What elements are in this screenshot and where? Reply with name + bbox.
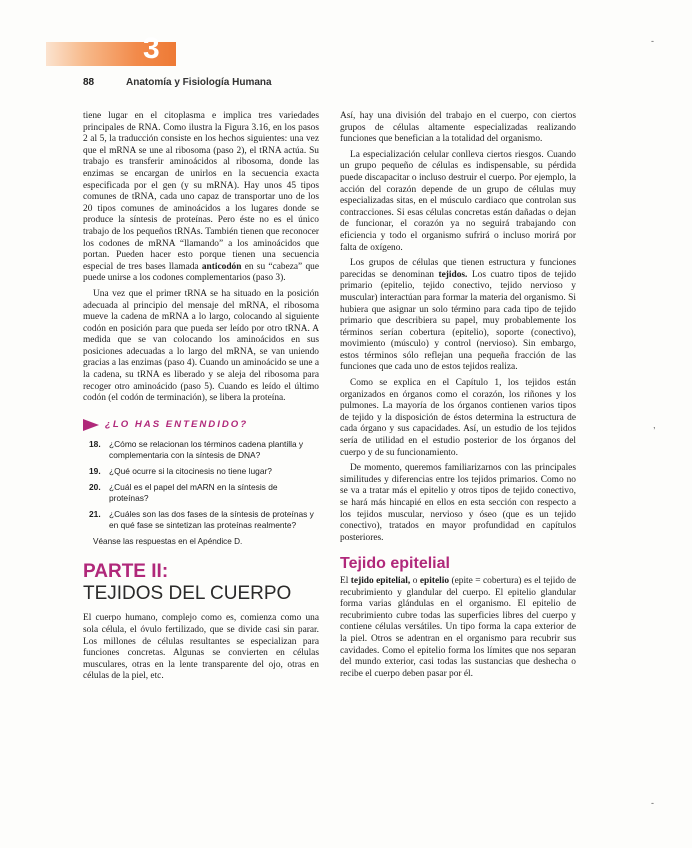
- quiz-answer-note: Véanse las respuestas en el Apéndice D.: [93, 536, 243, 546]
- arrow-icon: [83, 419, 99, 431]
- body-paragraph: Así, hay una división del trabajo en el cuerpo, con ciertos grupos de células altamente especializadas realizando funciones que benefician a la totalidad del organismo.: [340, 111, 576, 145]
- body-paragraph: De momento, queremos familiarizarnos con las principales similitudes y diferencias entre los tejidos primarios. Como no se va a tratar más el epitelio y otros tipos de tejido conectivo, se hará más hincapié en ellos en esta sección con respecto a los tejidos muscular, nervioso y óseo (que es un tejido conectivo), tratados en mayor profundidad en capítulos posteriores.: [340, 463, 576, 543]
- margin-mark: -: [651, 36, 654, 46]
- chapter-number: 3: [143, 32, 160, 65]
- margin-mark: ,: [653, 420, 656, 430]
- key-term: anticodón: [201, 261, 242, 272]
- page-number: 88: [83, 77, 95, 88]
- body-paragraph: Los grupos de células que tienen estructura y funciones parecidas se denominan tejidos. Los cuatro tipos de tejido primario (epitelio, tejido conectivo, tejido nervioso y muscular) interactúan para formar la materia del organismo. Si hubiera que asignar un solo término para cada tipo de tejido primario que describiera su papel, muy probablemente los términos serían cobertura (epitelio), soporte (conectivo), movimiento (músculo) y control (nervioso). Sin embargo, estos términos sólo reflejan una pequeña fracción de las funciones que cada uno de estos tejidos realiza.: [340, 258, 577, 373]
- quiz-item: 20. ¿Cuál es el papel del mARN en la síntesis de proteínas?: [89, 481, 278, 503]
- quiz-item: 21. ¿Cuáles son las dos fases de la síntesis de proteínas y en qué fase se sintetizan las proteínas realmente?: [89, 508, 314, 530]
- margin-mark: -: [651, 798, 654, 808]
- section-heading: Tejido epitelial: [340, 555, 450, 573]
- key-term: tejido epitelial,: [350, 575, 411, 586]
- body-paragraph: La especialización celular conlleva ciertos riesgos. Cuando un grupo pequeño de células es indispensable, su pérdida puede discapacitar o incluso destruir el cuerpo. Por ejemplo, la acción del corazón depende de un grupo de células muy especializadas sitas, en el músculo cardiaco que controlan sus contracciones. Si esas células concretas están dañadas o dejan de funcionar, el corazón ya no seguirá trabajando con eficiencia y todo el organismo sufrirá o incluso morirá por falta de oxígeno.: [340, 149, 576, 253]
- part-title: TEJIDOS DEL CUERPO: [83, 583, 292, 605]
- quiz-heading: ¿LO HAS ENTENDIDO?: [83, 419, 319, 431]
- book-title: Anatomía y Fisiología Humana: [126, 77, 272, 88]
- quiz-list: [83, 439, 319, 531]
- body-paragraph: El cuerpo humano, complejo como es, comienza como una sola célula, el óvulo fertilizado, que se divide casi sin parar. Los millones de células resultantes se especializan para funciones concretas. Algunas se convierten en células musculares, otras en la lente transparente del ojo, otras en células de la piel, etc.: [83, 613, 319, 682]
- part-label: PARTE II:: [83, 561, 169, 583]
- body-paragraph: tiene lugar en el citoplasma e implica tres variedades principales de RNA. Como ilustra la Figura 3.16, en los pasos 2 al 5, la traducción consiste en los hechos siguientes: una vez que el mRNA se une al ribosoma (paso 2), el tRNA actúa. Su trabajo es transferir aminoácidos al ribosoma, donde las enzimas se encargan de unirlos en la secuencia exacta especificada por el gen (y su mRNA). Hay unos 45 tipos comunes de tRNA, cada uno capaz de transportar uno de los 20 tipos comunes de aminoácidos a los lugares donde se produce la síntesis de proteínas. Pero éste no es el único trabajo de los pequeños tRNAs. También tienen que reconocer los codones de mRNA “llamando” a los aminoácidos que portan. Pueden hacer esto porque tienen una secuencia especial de tres bases llamada anticodón en su “cabeza” que puede unirse a los codones complementarios (paso 3).: [83, 111, 320, 284]
- quiz-item: 18. ¿Cómo se relacionan los términos cadena plantilla y complementaria con la síntesis de DNA?: [89, 438, 304, 460]
- body-paragraph: Como se explica en el Capítulo 1, los tejidos están organizados en órganos como el corazón, los riñones y los pulmones. La mayoría de los órganos contienen varios tipos de tejido y la disposición de éstos determina la estructura de cada órgano y sus capacidades. Así, un estudio de los tejidos sería de utilidad en el estudio posterior de los órganos del cuerpo y de su funcionamiento.: [340, 378, 576, 458]
- key-term: epitelio: [419, 575, 450, 586]
- body-paragraph: Una vez que el primer tRNA se ha situado en la posición adecuada al principio del mensaje del mRNA, el ribosoma mueve la cadena de mRNA a lo largo, colocando al siguiente codón en posición para que pueda ser leído por otro tRNA. A medida que se van colocando los aminoácidos en sus posiciones adecuadas a lo largo del mRNA, se van uniendo gracias a las enzimas (paso 4). Cuando un aminoácido se une a la cadena, su tRNA es liberado y se aleja del ribosoma para recoger otro aminoácido (paso 5). Cuando es leído el último codón (el codón de terminación), se libera la proteína.: [83, 288, 319, 404]
- left-column: [83, 111, 319, 687]
- body-paragraph: El tejido epitelial, o epitelio (epite = cobertura) es el tejido de recubrimiento y glandular del cuerpo. El epitelio glandular forma varias glándulas en el organismo. El epitelio de recubrimiento cubre todas las superficies libres del cuerpo y contiene células versátiles. Un tipo forma la capa exterior de la piel. Otros se adentran en el organismo para recubrir sus cavidades. Como el epitelio forma los límites que nos separan del mundo exterior, casi todas las sustancias que deshecha o recibe el cuerpo deben pasar por él.: [340, 575, 577, 679]
- quiz-item: 19. ¿Qué ocurre si la citocinesis no tiene lugar?: [89, 465, 272, 476]
- right-column: [340, 111, 576, 684]
- key-term: tejidos.: [438, 269, 468, 280]
